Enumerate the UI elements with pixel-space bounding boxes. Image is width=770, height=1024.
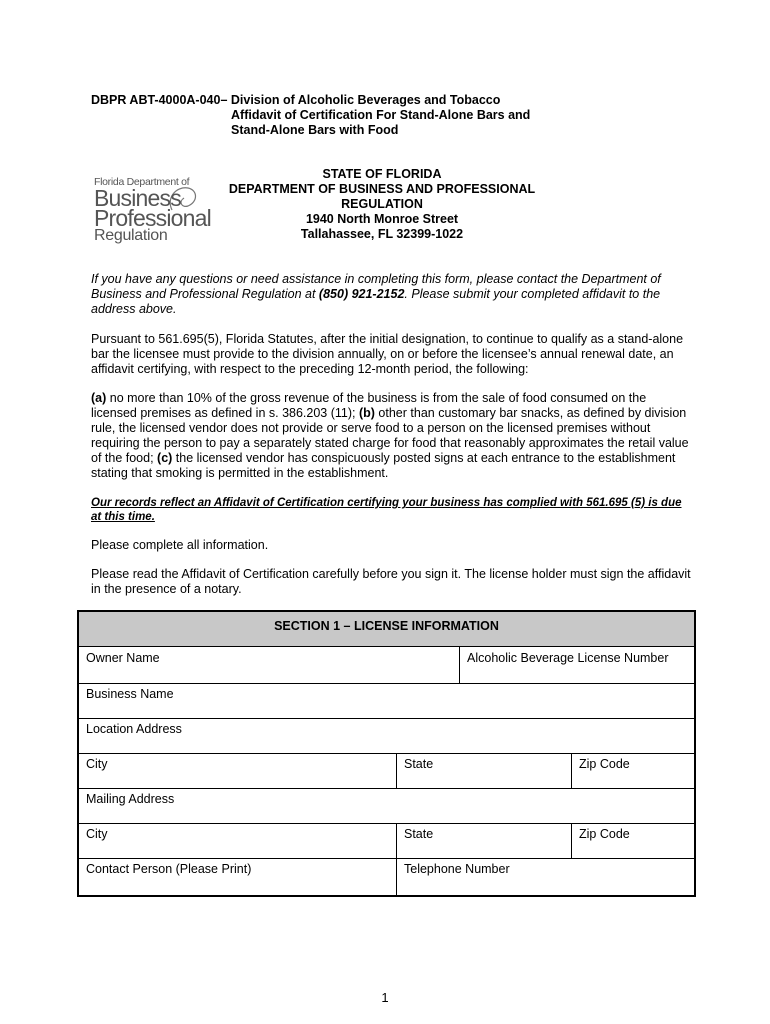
- condition-c-text: the licensed vendor has conspicuously posted signs at each entrance to the establishment stating that smoking is permitted in the establishment.: [91, 451, 676, 480]
- conditions-paragraph: [91, 391, 691, 481]
- row-mailing-city: [79, 823, 694, 859]
- logo-line-2: Business: [94, 185, 181, 211]
- form-code-heading: DBPR ABT-4000A-040– Division of Alcoholic Beverages and Tobacco: [91, 93, 501, 107]
- mailing-zip-field[interactable]: [571, 823, 694, 858]
- agency-city: Tallahassee, FL 32399-1022: [300, 227, 464, 241]
- intro-paragraph: [91, 272, 691, 317]
- page-number: 1: [381, 990, 389, 1005]
- row-contact: [79, 858, 694, 895]
- form-title-line-2: Stand-Alone Bars with Food: [231, 123, 399, 137]
- section-1-license-information: [77, 610, 696, 897]
- owner-name-label: Owner Name: [86, 651, 160, 665]
- mailing-zip-label: Zip Code: [579, 827, 630, 841]
- mailing-address-label: Mailing Address: [86, 792, 175, 806]
- condition-a-label: (a): [91, 391, 107, 405]
- logo-line-1: Florida Department of: [94, 176, 190, 188]
- due-notice: Our records reflect an Affidavit of Certification certifying your business has complied with 561.695 (5) is due at this time.: [91, 497, 682, 523]
- agency-regulation: REGULATION: [341, 197, 423, 211]
- mailing-state-field[interactable]: [396, 823, 571, 858]
- intro-text-a: If you have any questions or need assistance in completing this form, please contact the Department of Business and Professional Regulation at: [91, 272, 661, 301]
- contact-phone: (850) 921-2152: [318, 287, 405, 301]
- section-1-title: SECTION 1 – LICENSE INFORMATION: [79, 612, 694, 647]
- owner-name-field[interactable]: [79, 647, 459, 683]
- row-business-name: [79, 683, 694, 719]
- contact-person-label: Contact Person (Please Print): [86, 862, 252, 876]
- condition-b-label: (b): [358, 406, 375, 420]
- logo-line-3: Professional: [94, 205, 211, 231]
- location-address-label: Location Address: [86, 722, 182, 736]
- contact-person-field[interactable]: [79, 858, 396, 895]
- condition-a-text: no more than 10% of the gross revenue of the business is from the sale of food consumed on the licensed premises as defined in s. 386.203 (11);: [91, 391, 647, 420]
- city-field[interactable]: [79, 753, 396, 788]
- agency-street: 1940 North Monroe Street: [305, 212, 459, 226]
- telephone-label: Telephone Number: [404, 862, 510, 876]
- license-number-field[interactable]: [459, 647, 694, 683]
- zip-field[interactable]: [571, 753, 694, 788]
- intro-text-b: . Please submit your completed affidavit to the address above.: [91, 287, 661, 316]
- state-field[interactable]: [396, 753, 571, 788]
- business-name-field[interactable]: [79, 683, 694, 718]
- form-title-line-1: Affidavit of Certification For Stand-Alone Bars and: [231, 108, 531, 122]
- row-location-city: [79, 753, 694, 789]
- logo-line-4: Regulation: [94, 227, 168, 244]
- license-number-label: Alcoholic Beverage License Number: [467, 651, 669, 665]
- mailing-state-label: State: [404, 827, 434, 841]
- dbpr-logo: [94, 176, 209, 248]
- business-name-label: Business Name: [86, 687, 174, 701]
- mailing-city-label: City: [86, 827, 108, 841]
- agency-department: DEPARTMENT OF BUSINESS AND PROFESSIONAL: [228, 182, 536, 196]
- location-address-field[interactable]: [79, 718, 694, 753]
- zip-label: Zip Code: [579, 757, 630, 771]
- mailing-city-field[interactable]: [79, 823, 396, 858]
- row-owner: [79, 647, 694, 684]
- telephone-field[interactable]: [396, 858, 694, 895]
- condition-b-text: other than customary bar snacks, as defined by division rule, the licensed vendor does not provide or serve food to a person on the licensed premises without requiring the person to pay a separately stated charge for food that reasonably approximates the retail value of the food;: [91, 406, 689, 465]
- mailing-address-field[interactable]: [79, 788, 694, 823]
- agency-state: STATE OF FLORIDA: [322, 167, 442, 181]
- condition-c-label: (c): [157, 451, 173, 465]
- instruction-read-affidavit: Please read the Affidavit of Certification carefully before you sign it. The license holder must sign the affidavit in the presence of a notary.: [91, 567, 691, 596]
- state-label: State: [404, 757, 434, 771]
- row-location-address: [79, 718, 694, 754]
- agency-address-block: [200, 167, 564, 242]
- row-mailing-address: [79, 788, 694, 824]
- pursuant-paragraph: Pursuant to 561.695(5), Florida Statutes, after the initial designation, to continue to qualify as a stand-alone bar the licensee must provide to the division annually, on or before the licensee’s annual renewal date, an affidavit certifying, with respect to the preceding 12-month period, the following:: [91, 332, 684, 376]
- instruction-complete: Please complete all information.: [91, 538, 269, 552]
- city-label: City: [86, 757, 108, 771]
